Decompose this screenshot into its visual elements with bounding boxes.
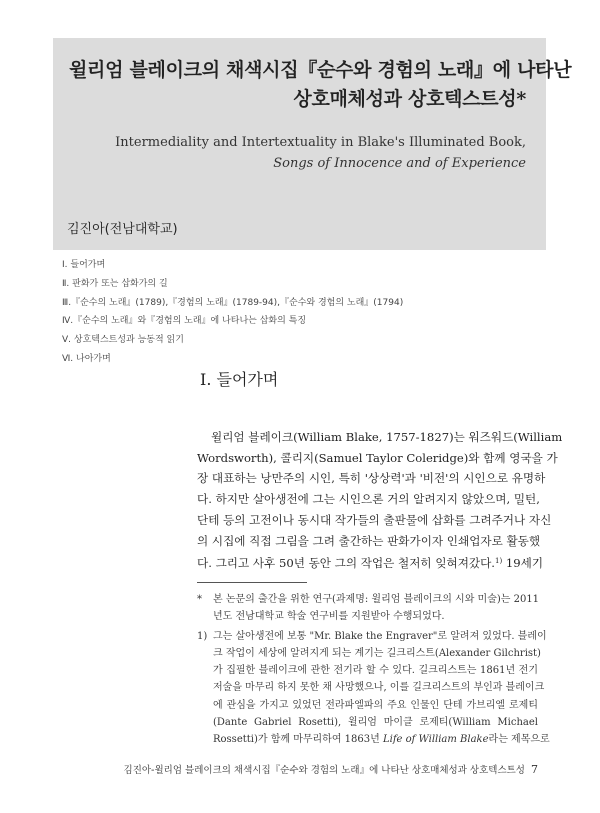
running-title: 김진아-윌리엄 블레이크의 채색시집『순수와 경험의 노래』에 나타난 상호매체성과 상호텍스트성 [123,765,525,776]
english-title-line1: Intermediality and Intertextuality in Blake's Illuminated Book, [115,135,526,150]
footnote-1-line-7-prefix: Rossetti)가 함께 마무리하여 1863년 [213,734,380,746]
footnote-1-line-7-suffix: 라는 제목으로 [488,734,550,746]
body-line-3: 장 대표하는 낭만주의 시인, 특히 '상상력'과 '비전'의 시인으로 유명하 [197,471,546,486]
footnote-1-line-6: (Dante Gabriel Rosetti), 윌리엄 마이클 로제티(William Michael [213,717,538,729]
body-line-7 [197,551,544,574]
body-line-4: 다. 하지만 살아생전에 그는 시인으론 거의 알려지지 않았으며, 밀턴, [197,492,540,507]
toc-item-5: Ⅴ. 상호텍스트성과 능동적 읽기 [62,335,184,346]
footnote-star [197,591,538,626]
english-title-line2: Songs of Innocence and of Experience [273,156,526,171]
footnote-1-book-title: Life of William Blake [382,734,489,746]
footnote-1-line-7 [213,731,550,748]
page-number: 7 [531,763,538,776]
table-of-contents [62,256,403,369]
author-affiliation: 김진아(전남대학교) [67,222,178,237]
footnote-star-line-2: 년도 전남대학교 학술 연구비를 지원받아 수행되었다. [213,611,445,623]
toc-item-3: Ⅲ.『순수의 노래』(1789),『경험의 노래』(1789-94),『순수와 경험의 노래』(1794) [62,297,404,308]
body-paragraph [197,427,563,574]
body-line-5: 단테 등의 고전이나 동시대 작가들의 출판물에 삽화를 그려주거나 자신 [197,512,552,527]
toc-item-2: Ⅱ. 판화가 또는 삽화가의 길 [62,278,168,289]
body-line-7-text: 다. 그리고 사후 50년 동안 그의 작업은 철저히 잊혀져갔다. [197,556,495,571]
page-footer [124,762,538,776]
toc-item-6: Ⅵ. 나아가며 [62,353,111,364]
toc-item-1: Ⅰ. 들어가며 [62,260,106,270]
body-line-1: 윌리엄 블레이크(William Blake, 1757-1827)는 워즈워드(William [211,430,563,444]
footnote-1 [197,628,550,749]
section-heading: Ⅰ. 들어가며 [200,370,279,389]
footnote-star-line-1: 본 논문의 출간을 위한 연구(과제명: 윌리엄 블레이크의 시와 미술)는 2011 [213,594,540,605]
footnote-divider [197,582,307,583]
footnote-1-line-1: 그는 살아생전에 보통 "Mr. Blake the Engraver"로 알려져 있었다. 블레이 [213,630,547,642]
korean-title-line2: 상호매체성과 상호텍스트성* [293,88,526,110]
title-box [53,38,572,250]
footnotes [197,591,550,751]
body-line-7-tail: 19세기 [505,556,544,571]
korean-title [67,56,572,114]
footnote-ref-1[interactable]: 1) [495,557,503,566]
korean-title-line1: 윌리엄 블레이크의 채색시집『순수와 경험의 노래』에 나타난 [69,59,572,81]
body-line-2: Wordsworth), 콜리지(Samuel Taylor Coleridge)와 함께 영국을 가 [197,450,558,465]
footnote-1-mark: 1) [197,630,208,642]
body-line-6: 의 시집에 직접 그림을 그려 출간하는 판화가이자 인쇄업자로 활동했 [197,533,541,548]
footnote-1-line-5: 에 관심을 가지고 있었던 전라파엘파의 주요 인물인 단테 가브리엘 로제티 [213,699,538,711]
english-title [67,132,526,174]
footnote-1-line-2: 크 작업이 세상에 알려지게 되는 계기는 길크리스트(Alexander Gilchrist) [213,647,541,659]
footnote-1-line-4: 저술을 마무리 하지 못한 채 사망했으나, 이를 길크리스트의 부인과 블레이크 [213,682,545,694]
footnote-1-line-3: 가 집필한 블레이크에 관한 전기라 할 수 있다. 길크리스트는 1861년 전기 [213,665,538,677]
toc-item-4: Ⅳ.『순수의 노래』와『경험의 노래』에 나타나는 삽화의 특징 [62,316,307,327]
footnote-star-mark: * [197,594,202,605]
